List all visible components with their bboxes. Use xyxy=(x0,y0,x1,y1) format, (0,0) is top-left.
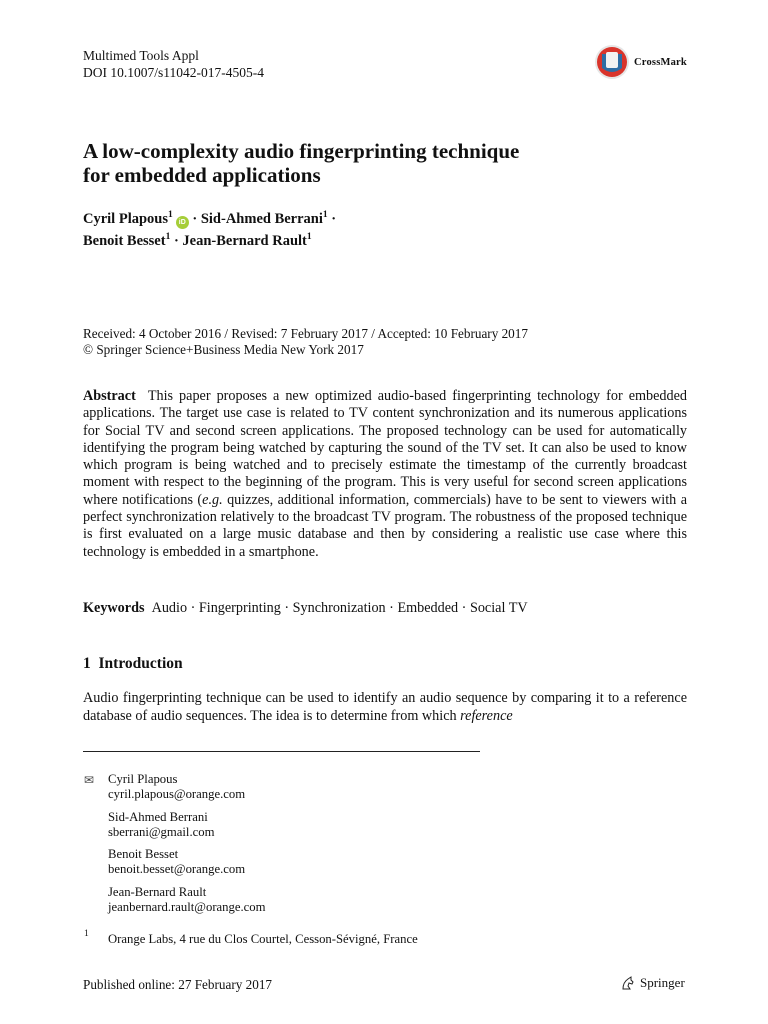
title-line-2: for embedded applications xyxy=(83,163,321,187)
keywords xyxy=(83,600,528,617)
copyright-line: © Springer Science+Business Media New York 2017 xyxy=(83,341,364,357)
crossmark-icon xyxy=(594,44,630,80)
keywords-label: Keywords xyxy=(83,600,145,616)
contact-email[interactable]: cyril.plapous@orange.com xyxy=(108,787,246,801)
published-date: Published online: 27 February 2017 xyxy=(83,977,273,992)
intro-text: Audio fingerprinting technique can be used to identify an audio sequence by comparing it to a reference database of audio sequences. The idea is to determine from which xyxy=(83,690,687,724)
author-separator: · xyxy=(170,233,183,249)
footnote-rule xyxy=(83,751,480,752)
orcid-icon[interactable]: iD xyxy=(176,216,189,229)
section-title: Introduction xyxy=(98,655,183,672)
contact-entry xyxy=(108,885,266,915)
doi[interactable]: DOI 10.1007/s11042-017-4505-4 xyxy=(83,65,264,80)
author-name: Jean-Bernard Rault xyxy=(182,233,307,249)
journal-name: Multimed Tools Appl xyxy=(83,48,199,63)
publisher-name: Springer xyxy=(640,975,685,990)
intro-italic: reference xyxy=(460,707,513,724)
author-name: Sid-Ahmed Berrani xyxy=(200,211,323,227)
envelope-icon: ✉ xyxy=(84,773,95,787)
intro-paragraph xyxy=(83,690,687,725)
author-line-1 xyxy=(83,208,336,230)
author-affiliation-mark: 1 xyxy=(322,210,328,221)
abstract-label: Abstract xyxy=(83,388,136,404)
author-name: Benoit Besset xyxy=(83,233,166,249)
contact-name: Benoit Besset xyxy=(108,847,179,861)
contact-email[interactable]: benoit.besset@orange.com xyxy=(108,862,246,876)
affiliation-number: 1 xyxy=(84,929,89,939)
history-block xyxy=(83,326,528,357)
author-separator: · xyxy=(327,211,337,227)
springer-horse-icon xyxy=(620,975,636,991)
crossmark-label: CrossMark xyxy=(634,56,687,68)
contact-entry xyxy=(108,772,266,802)
section-heading xyxy=(83,655,183,673)
contact-entry xyxy=(108,810,266,840)
contact-name: Sid-Ahmed Berrani xyxy=(108,809,208,824)
abstract-eg: e.g. xyxy=(202,491,223,508)
contact-email[interactable]: jeanbernard.rault@orange.com xyxy=(108,899,266,914)
received-dates: Received: 4 October 2016 / Revised: 7 February 2017 / Accepted: 10 February 2017 xyxy=(83,326,528,341)
publisher-logo[interactable] xyxy=(620,975,685,991)
author-name: Cyril Plapous xyxy=(83,211,168,227)
paper-title xyxy=(83,139,703,187)
crossmark-badge[interactable] xyxy=(594,44,687,80)
title-line-1: A low-complexity audio fingerprinting technique xyxy=(83,139,520,163)
journal-header xyxy=(83,47,264,81)
section-number: 1 xyxy=(83,655,91,672)
affiliation: Orange Labs, 4 rue du Clos Courtel, Cesson-Sévigné, France xyxy=(108,932,418,946)
contact-list xyxy=(108,772,266,922)
author-affiliation-mark: 1 xyxy=(165,232,171,243)
keywords-text: Audio · Fingerprinting · Synchronization · Embedded · Social TV xyxy=(151,600,528,616)
contact-name: Jean-Bernard Rault xyxy=(108,884,207,899)
abstract-text-1: This paper proposes a new optimized audio-based fingerprinting technology for embedded applications. The target use case is related to TV content synchronization and its numerous applications for Social TV and second screen applications. The proposed technology can be used for automatically identifying the program being watched by capturing the sound of the TV set. It can also be used to know which program is being watched and to precisely estimate the timestamp of the currently broadcast moment with respect to the beginning of the program. This is very useful for second screen applications where notifications ( xyxy=(83,388,688,508)
contact-name: Cyril Plapous xyxy=(108,772,178,786)
author-affiliation-mark: 1 xyxy=(168,210,173,221)
author-list xyxy=(83,208,336,252)
abstract-text-2: quizzes, additional information, commercials) have to be sent to viewers with a perfect synchronization relatively to the broadcast TV program. The robustness of the proposed technique is first evaluated on a large music database and then by considering a realistic use case where this technology is embedded in a smartphone. xyxy=(83,491,687,560)
contact-entry xyxy=(108,847,266,877)
author-separator: · xyxy=(188,211,201,227)
author-affiliation-mark: 1 xyxy=(306,232,312,243)
contact-email[interactable]: sberrani@gmail.com xyxy=(108,824,215,839)
author-line-2 xyxy=(83,230,336,252)
abstract xyxy=(83,388,687,561)
